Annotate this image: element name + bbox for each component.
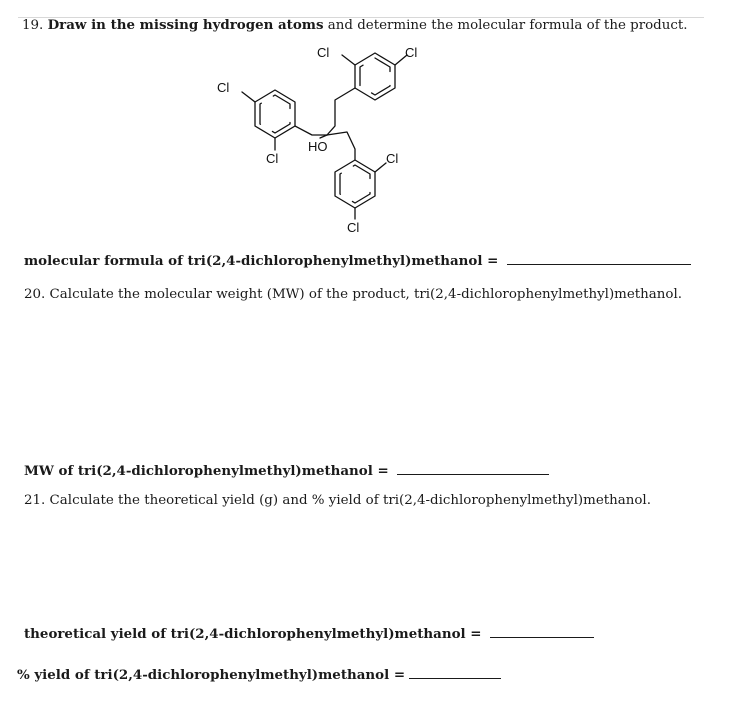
left-ring-cl-bond-1	[242, 92, 255, 102]
theoretical-yield-label: theoretical yield of tri(2,4-dichlorophenylmethyl)methanol =	[24, 626, 482, 642]
atom-label-ho: HO	[308, 139, 328, 154]
question-19-text: and determine the molecular formula of the product.	[323, 18, 688, 33]
left-ring	[255, 90, 295, 138]
atom-label-cl-1: Cl	[317, 45, 330, 60]
percent-yield-answer-blank[interactable]	[409, 667, 501, 679]
left-chain-bond	[295, 126, 327, 135]
bottom-chain-bond	[327, 132, 355, 160]
percent-yield-label: % yield of tri(2,4-dichlorophenylmethyl)methanol =	[17, 667, 406, 683]
question-21: 21. Calculate the theoretical yield (g) and % yield of tri(2,4-dichlorophenylmethyl)methanol.	[24, 493, 651, 508]
percent-yield-row	[17, 667, 501, 684]
question-20: 20. Calculate the molecular weight (MW) of the product, tri(2,4-dichlorophenylmethyl)methanol.	[24, 287, 683, 302]
atom-label-cl-2: Cl	[405, 45, 418, 60]
atom-label-cl-4: Cl	[266, 151, 279, 166]
chemical-structure	[200, 42, 440, 242]
mw-answer-blank[interactable]	[397, 463, 549, 475]
question-19	[22, 17, 688, 34]
formula-label: molecular formula of tri(2,4-dichlorophenylmethyl)methanol =	[24, 253, 499, 269]
formula-answer-blank[interactable]	[507, 253, 691, 265]
bottom-ring-inner-bonds	[340, 165, 370, 203]
question-19-bold-text: Draw in the missing hydrogen atoms	[47, 17, 324, 33]
top-ring-cl-bond-1	[342, 55, 355, 65]
left-ring-inner-bonds	[260, 95, 290, 133]
mw-label: MW of tri(2,4-dichlorophenylmethyl)methanol =	[24, 463, 389, 479]
theoretical-yield-answer-blank[interactable]	[490, 626, 594, 638]
top-ring-inner-bonds	[360, 58, 390, 95]
theoretical-yield-row	[24, 626, 594, 643]
top-chain-bond	[327, 88, 355, 135]
formula-row	[24, 253, 691, 270]
question-19-number: 19.	[22, 18, 44, 33]
atom-label-cl-6: Cl	[347, 220, 360, 235]
atom-label-cl-3: Cl	[217, 80, 230, 95]
top-ring	[355, 53, 395, 100]
atom-label-cl-5: Cl	[386, 151, 399, 166]
bottom-ring	[335, 160, 375, 208]
mw-row	[24, 463, 549, 480]
bottom-ring-cl-bond-1	[375, 163, 386, 172]
